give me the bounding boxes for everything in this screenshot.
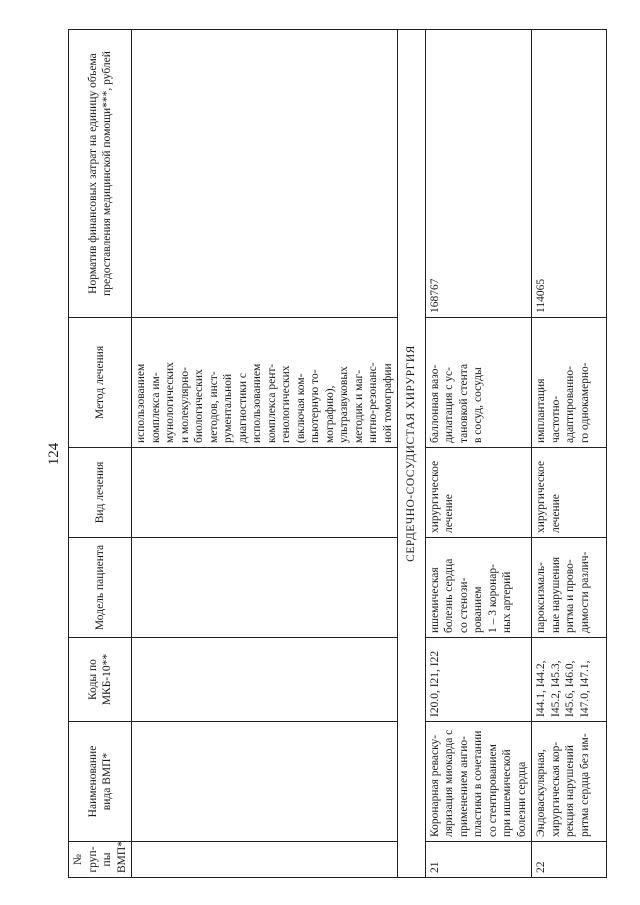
cell-treatment-type: хирургическое лечение [425,448,532,538]
section-row [398,30,426,878]
header-treatment-method: Метод лечения [69,318,132,448]
header-icd-codes: Коды по МКБ-10** [69,638,132,722]
table-row [532,30,607,878]
cell-method-continuation: использованием комплекса им- мунологических и молекулярно- биологических методов, инст- рументальной диагностики с использованием комплекса рент- генологических (включая ком- пьютерную то- мографию), ультразвуковых методик и маг- нитно-резонанс- ной томографии [132,318,398,448]
header-treatment-type: Вид лечения [69,448,132,538]
landscape-content [40,30,600,878]
cell-cost: 114065 [532,30,607,318]
page-number: 124 [46,442,62,466]
cell-empty [132,30,398,318]
rotated-page-area [40,30,600,878]
cell-empty [132,722,398,842]
cell-empty [132,842,398,878]
table-row [425,30,532,878]
header-cost-standard: Норматив финансовых затрат на единицу объема предоставления медицинской помощи***, рублей [69,30,132,318]
cell-group-number: 21 [425,842,532,878]
cell-icd-codes: I20.0, I21, I22 [425,638,532,722]
section-title: СЕРДЕЧНО-СОСУДИСТАЯ ХИРУРГИЯ [398,30,426,878]
vmp-table [68,29,607,878]
header-group-number: № груп- пы ВМП* [69,842,132,878]
cell-cost: 168767 [425,30,532,318]
table-header-row [69,30,132,878]
cell-empty [132,538,398,638]
header-vmp-name: Наименование вида ВМП* [69,722,132,842]
cell-treatment-method: баллонная вазо- дилатация с ус- тановкой стента в сосуд, сосуды [425,318,532,448]
header-patient-model: Модель пациента [69,538,132,638]
cell-empty [132,638,398,722]
cell-patient-model: ишемическая болезнь сердца со стенози- рованием 1 – 3 коронар- ных артерий [425,538,532,638]
cell-treatment-method: имплантация частотно- адаптированно- го однокамерно- [532,318,607,448]
cell-patient-model: пароксизмаль- ные нарушения ритма и прово- димости различ- [532,538,607,638]
cell-icd-codes: I44.1, I44.2, I45.2, I45.3, I45.6, I46.0, I47.0, I47.1, [532,638,607,722]
cell-vmp-name: Коронарная реваску- ляризация миокарда с применением ангио- пластики в сочетании со стентированием при ишемической болезни сердца [425,722,532,842]
cell-treatment-type: хирургическое лечение [532,448,607,538]
cell-vmp-name: Эндоваскулярная, хирургическая кор- рекция нарушений ритма сердца без им- [532,722,607,842]
cell-empty [132,448,398,538]
table-row-continuation [132,30,398,878]
cell-group-number: 22 [532,842,607,878]
